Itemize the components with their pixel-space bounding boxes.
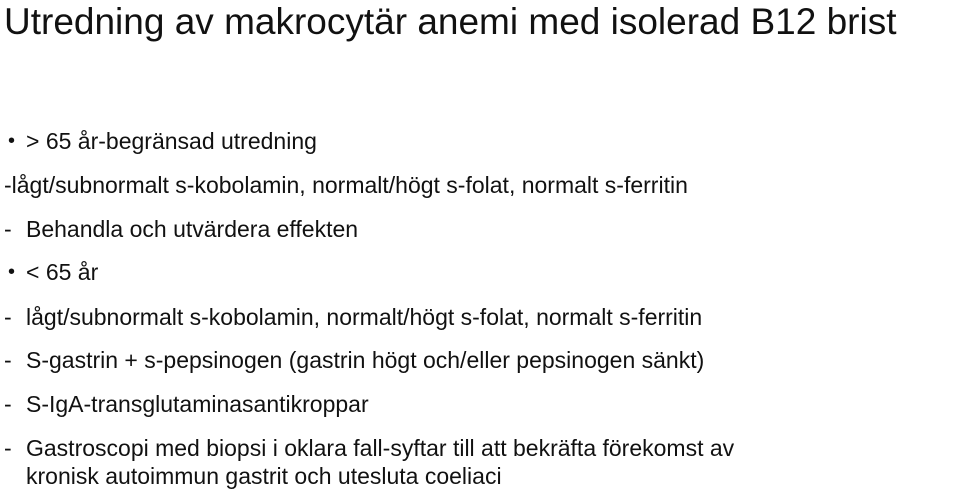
line-text: -lågt/subnormalt s-kobolamin, normalt/högt s-folat, normalt s-ferritin <box>4 172 688 198</box>
bullet-marker: • <box>8 130 16 152</box>
dash-marker: - <box>4 347 12 373</box>
dash-text: S-gastrin + s-pepsinogen (gastrin högt och/eller pepsinogen sänkt) <box>26 347 705 373</box>
dash-text: Gastroscopi med biopsi i oklara fall-syftar till att bekräfta förekomst av <box>26 435 735 461</box>
dash-marker: - <box>4 216 12 242</box>
dash-marker: - <box>4 391 12 417</box>
dash-text: S-IgA-transglutaminasantikroppar <box>26 391 369 417</box>
dash-text: Behandla och utvärdera effekten <box>26 216 359 242</box>
dash-marker: - <box>4 304 12 330</box>
dash-text: lågt/subnormalt s-kobolamin, normalt/högt s-folat, normalt s-ferritin <box>26 304 703 330</box>
dash-marker: - <box>4 435 12 461</box>
bullet-text: < 65 år <box>26 259 99 285</box>
bullet-marker: • <box>8 261 16 283</box>
slide-title: Utredning av makrocytär anemi med isolerad B12 brist <box>4 1 897 42</box>
bullet-text: > 65 år-begränsad utredning <box>26 128 317 154</box>
continuation-text: kronisk autoimmun gastrit och utesluta coeliaci <box>26 463 502 489</box>
